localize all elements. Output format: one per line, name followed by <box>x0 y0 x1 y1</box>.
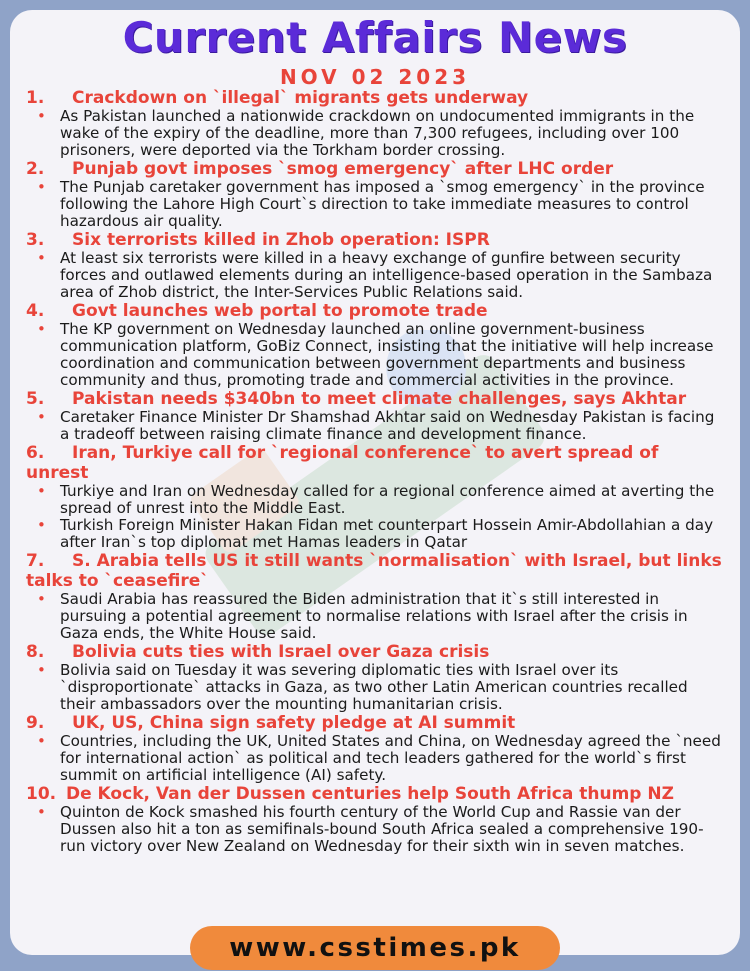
news-item <box>26 642 726 713</box>
news-points <box>26 108 726 159</box>
news-point: • Saudi Arabia has reassured the Biden administration that it`s still interested in pursuing a potential agreement to normalise relations with Israel after the crisis in Gaza ends, the White House said. <box>26 591 726 642</box>
news-headline <box>26 88 726 108</box>
news-headline <box>26 389 726 409</box>
news-headline <box>26 159 726 179</box>
news-list <box>26 88 726 855</box>
news-point: • Bolivia said on Tuesday it was severing diplomatic ties with Israel over its `disproportionate` attacks in Gaza, as two other Latin American countries recalled their ambassadors over the mounting humanitarian crisis. <box>26 662 726 713</box>
news-headline-text: Punjab govt imposes `smog emergency` after LHC order <box>72 159 614 179</box>
news-number: 7. <box>26 551 45 571</box>
news-item <box>26 443 726 551</box>
news-headline <box>26 301 726 321</box>
news-item <box>26 301 726 389</box>
news-points <box>26 591 726 642</box>
news-point: • Countries, including the UK, United States and China, on Wednesday agreed the `need for international action` as political and tech leaders gathered for the world`s first summit on artificial intelligence (AI) safety. <box>26 733 726 784</box>
news-point: • As Pakistan launched a nationwide crackdown on undocumented immigrants in the wake of the expiry of the deadline, more than 7,300 refugees, including over 100 prisoners, were deported via the Torkham border crossing. <box>26 108 726 159</box>
news-headline <box>26 551 726 591</box>
news-number: 3. <box>26 230 45 250</box>
news-point: • Quinton de Kock smashed his fourth century of the World Cup and Rassie van der Dussen also hit a ton as semifinals-bound South Africa sealed a comprehensive 190-run victory over New Zealand on Wednesday for their sixth win in seven matches. <box>26 804 726 855</box>
news-number: 6. <box>26 443 45 463</box>
news-points <box>26 250 726 301</box>
news-headline-text: De Kock, Van der Dussen centuries help South Africa thump NZ <box>66 784 674 804</box>
news-headline-text: Govt launches web portal to promote trade <box>72 301 488 321</box>
news-point: • Turkiye and Iran on Wednesday called for a regional conference aimed at averting the spread of unrest into the Middle East. <box>26 483 726 517</box>
news-item <box>26 389 726 443</box>
news-item <box>26 159 726 230</box>
news-item <box>26 713 726 784</box>
news-item <box>26 88 726 159</box>
news-headline-text: S. Arabia tells US it still wants `normalisation` with Israel, but links talks to `ceasefire` <box>26 551 722 591</box>
news-item <box>26 784 726 855</box>
news-point: • The KP government on Wednesday launched an online government-business communication platform, GoBiz Connect, insisting that the initiative will help increase coordination and communication between government departments and business community and thus, promoting trade and commercial activities in the province. <box>26 321 726 389</box>
news-number: 4. <box>26 301 45 321</box>
news-number: 1. <box>26 88 45 108</box>
news-number: 5. <box>26 389 45 409</box>
news-points <box>26 409 726 443</box>
news-headline-text: UK, US, China sign safety pledge at AI summit <box>72 713 516 733</box>
page-date: NOV 02 2023 <box>279 65 471 89</box>
page-title: Current Affairs News <box>122 13 628 62</box>
news-points <box>26 483 726 551</box>
news-headline-text: Iran, Turkiye call for `regional conference` to avert spread of unrest <box>26 443 659 483</box>
news-headline-text: Bolivia cuts ties with Israel over Gaza crisis <box>72 642 490 662</box>
news-item <box>26 230 726 301</box>
news-headline <box>26 230 726 250</box>
news-point: • Turkish Foreign Minister Hakan Fidan met counterpart Hossein Amir-Abdollahian a day after Iran`s top diplomat met Hamas leaders in Qatar <box>26 517 726 551</box>
news-points <box>26 179 726 230</box>
news-headline <box>26 713 726 733</box>
news-points <box>26 321 726 389</box>
news-number: 8. <box>26 642 45 662</box>
news-points <box>26 804 726 855</box>
news-point: • The Punjab caretaker government has imposed a `smog emergency` in the province following the Lahore High Court`s direction to take immediate measures to control hazardous air quality. <box>26 179 726 230</box>
news-headline <box>26 443 726 483</box>
news-number: 2. <box>26 159 45 179</box>
news-headline <box>26 642 726 662</box>
news-number: 9. <box>26 713 45 733</box>
news-point: • Caretaker Finance Minister Dr Shamshad Akhtar said on Wednesday Pakistan is facing a tradeoff between raising climate finance and development finance. <box>26 409 726 443</box>
website-link[interactable]: www.csstimes.pk <box>190 926 560 970</box>
news-headline <box>26 784 726 804</box>
news-headline-text: Crackdown on `illegal` migrants gets underway <box>72 88 529 108</box>
news-points <box>26 662 726 713</box>
news-number: 10. <box>26 784 57 804</box>
news-points <box>26 733 726 784</box>
news-headline-text: Six terrorists killed in Zhob operation: ISPR <box>72 230 490 250</box>
news-headline-text: Pakistan needs $340bn to meet climate challenges, says Akhtar <box>72 389 687 409</box>
news-point: • At least six terrorists were killed in a heavy exchange of gunfire between security forces and outlawed elements during an intelligence-based operation in the Sambaza area of Zhob district, the Inter-Services Public Relations said. <box>26 250 726 301</box>
news-item <box>26 551 726 642</box>
